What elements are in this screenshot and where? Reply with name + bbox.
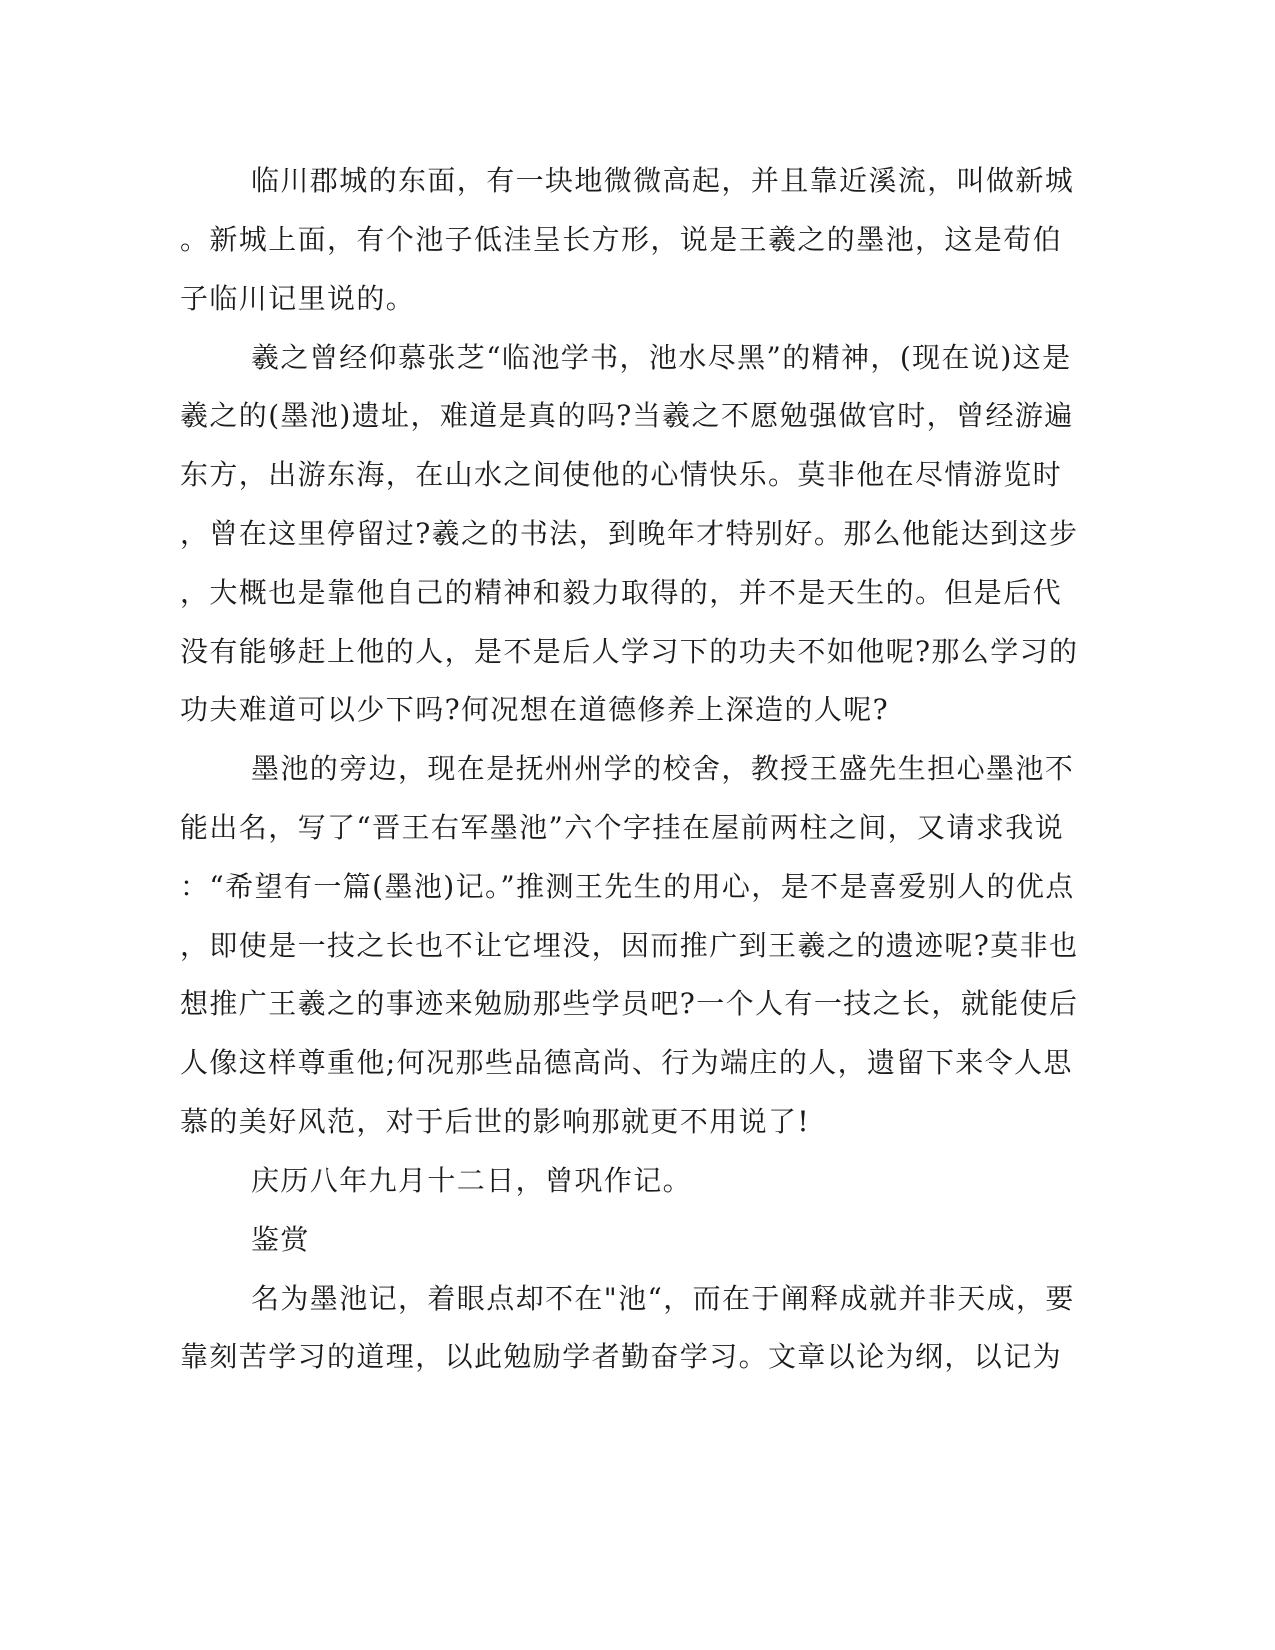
text-line: 临川郡城的东面，有一块地微微高起，并且靠近溪流，叫做新城 [251, 164, 1075, 197]
text-line: ，即使是一技之长也不让它埋没，因而推广到王羲之的遗迹呢?莫非也 [180, 929, 1079, 962]
date-signature-line: 庆历八年九月十二日，曾巩作记。 [251, 1164, 693, 1197]
text-line: ：“希望有一篇(墨池)记。”推测王先生的用心，是不是喜爱别人的优点 [180, 870, 1075, 903]
text-line: 没有能够赶上他的人，是不是后人学习下的功夫不如他呢?那么学习的 [180, 635, 1079, 668]
text-line: 羲之的(墨池)遗址，难道是真的吗?当羲之不愿勉强做官时，曾经游遍 [180, 399, 1074, 432]
text-line: 名为墨池记，着眼点却不在"池“，而在于阐释成就并非天成，要 [251, 1282, 1075, 1315]
text-line: 功夫难道可以少下吗?何况想在道德修养上深造的人呢? [180, 693, 890, 726]
text-line: 想推广王羲之的事迹来勉励那些学员吧?一个人有一技之长，就能使后 [180, 987, 1079, 1020]
text-line: ，大概也是靠他自己的精神和毅力取得的，并不是天生的。但是后代 [180, 576, 1063, 609]
text-line: 能出名，写了“晋王右军墨池”六个字挂在屋前两柱之间，又请求我说 [180, 811, 1065, 844]
text-line: 羲之曾经仰慕张芝“临池学书，池水尽黑”的精神，(现在说)这是 [251, 341, 1072, 374]
text-line: 东方，出游东海，在山水之间使他的心情快乐。莫非他在尽情游览时 [180, 458, 1063, 491]
text-line: 墨池的旁边，现在是抚州州学的校舍，教授王盛先生担心墨池不 [251, 752, 1075, 785]
text-line: 子临川记里说的。 [180, 282, 416, 315]
section-heading: 鉴赏 [251, 1223, 310, 1256]
text-line: 慕的美好风范，对于后世的影响那就更不用说了! [180, 1105, 811, 1138]
text-line: ，曾在这里停留过?羲之的书法，到晚年才特别好。那么他能达到这步 [180, 517, 1079, 550]
text-line: 人像这样尊重他;何况那些品德高尚、行为端庄的人，遗留下来令人思 [180, 1046, 1073, 1079]
text-line: 。新城上面，有个池子低洼呈长方形，说是王羲之的墨池，这是荀伯 [180, 223, 1063, 256]
text-line: 靠刻苦学习的道理，以此勉励学者勤奋学习。文章以论为纲，以记为 [180, 1340, 1063, 1373]
